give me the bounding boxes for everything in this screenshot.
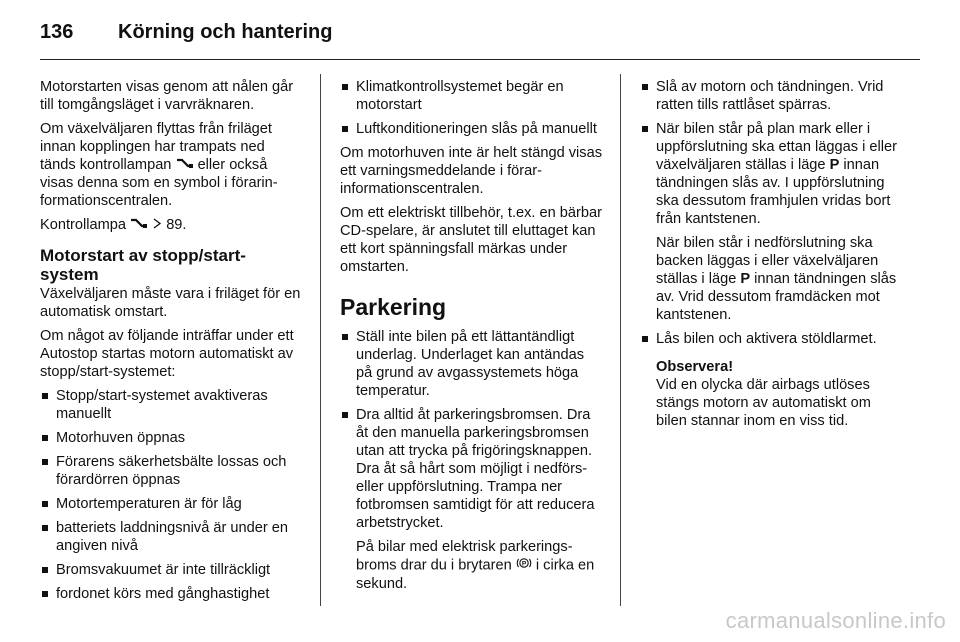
- list-item: Dra alltid åt parkeringsbromsen. Dra åt den manuella parkeringsbromsen utan att trycka på frigöringsknappen. Dra åt så hårt som möjligt i nedförs- eller uppförslutning. Trampa ner fotbromsen samtidigt för att reducera arbetstrycket.: [340, 406, 604, 532]
- clutch-pedal-icon: [176, 156, 194, 174]
- svg-text:P: P: [521, 560, 526, 568]
- page-number: 136: [40, 20, 74, 43]
- watermark: carmanualsonline.info: [725, 608, 946, 633]
- page-header: [40, 12, 920, 52]
- header-rule: [40, 59, 920, 60]
- gear-position: P: [829, 157, 840, 173]
- list-item: Slå av motorn och tändningen. Vrid ratten tills rattlåset spärras.: [640, 78, 902, 114]
- list-item: Ställ inte bilen på ett lättantändligt underlag. Underlaget kan antändas på grund av avgassystemets höga temperatur.: [340, 328, 604, 400]
- column-3: [640, 78, 902, 430]
- clutch-pedal-icon: [130, 216, 148, 234]
- list-item: Stopp/start-systemet avaktiveras manuellt: [40, 387, 302, 423]
- chapter-title: Körning och hantering: [118, 20, 333, 43]
- page-reference[interactable]: 89.: [166, 217, 187, 234]
- list-item: batteriets laddningsnivå är under en angiven nivå: [40, 519, 302, 555]
- parking-brake-switch-icon: [516, 556, 532, 575]
- page-reference-icon[interactable]: [152, 216, 162, 234]
- paragraph: Växelväljaren måste vara i friläget för en automatisk omstart.: [40, 286, 301, 321]
- paragraph: Om något av följande inträffar under ett Autostop startas motorn automatiskt av stopp/start-systemet:: [40, 328, 294, 381]
- list-item: Motortemperaturen är för låg: [40, 495, 302, 513]
- subsection-heading: Motorstart av stopp/start-system: [40, 246, 246, 285]
- gear-position: P: [740, 271, 751, 287]
- column-divider: [320, 74, 321, 606]
- list-item: Luftkonditioneringen slås på manuellt: [340, 120, 604, 138]
- paragraph: Kontrollampa 89.: [40, 217, 187, 234]
- paragraph: Motorstarten visas genom att nålen går till tomgångsläget i varvräknaren.: [40, 79, 294, 113]
- list-item: Förarens säkerhetsbälte lossas och förardörren öppnas: [40, 453, 302, 489]
- section-heading: Parkering: [340, 294, 447, 320]
- note-title: Observera!: [656, 359, 734, 375]
- paragraph: Om växelväljaren flyttas från friläget innan kopplingen har trampats ned tänds kontrollampan eller också visas denna som en symbol i förarinformationscentralen.: [40, 121, 278, 210]
- list-item: När bilen står på plan mark eller i uppförslutning ska ettan läggas i eller växelväljaren ställas i läge P innan tändningen slås av. I uppförslutning ska dessutom framhjulen vridas bort från kantstenen.: [640, 120, 902, 228]
- note-text: Vid en olycka där airbags utlöses stängs motorn av automatiskt om bilen stannar inom en viss tid.: [656, 377, 871, 429]
- column-divider: [620, 74, 621, 606]
- indented-paragraph: På bilar med elektrisk parkeringsbroms drar du i brytaren P i cirka en sekund.: [356, 539, 595, 592]
- column-2: [340, 78, 604, 599]
- list-item: Lås bilen och aktivera stöldlarmet.: [640, 330, 902, 348]
- note-box: [640, 358, 902, 430]
- indented-paragraph: När bilen står i nedförslutning ska backen läggas i eller växelväljaren ställas i läge P innan tändningen slås av. Vrid dessutom framdäcken mot kantstenen.: [656, 235, 897, 323]
- list-item: Bromsvakuumet är inte tillräckligt: [40, 561, 302, 579]
- column-1: [40, 78, 302, 609]
- list-item: fordonet körs med gånghastighet: [40, 585, 302, 603]
- list-item: Klimatkontrollsystemet begär en motorstart: [340, 78, 604, 114]
- list-item: Motorhuven öppnas: [40, 429, 302, 447]
- paragraph: Om motorhuven inte är helt stängd visas ett varningsmeddelande i förarinformationscentralen.: [340, 145, 603, 197]
- paragraph: Om ett elektriskt tillbehör, t.ex. en bärbar CD-spelare, är anslutet till eluttaget kan ett kort spänningsfall märkas under omstarten.: [340, 205, 602, 275]
